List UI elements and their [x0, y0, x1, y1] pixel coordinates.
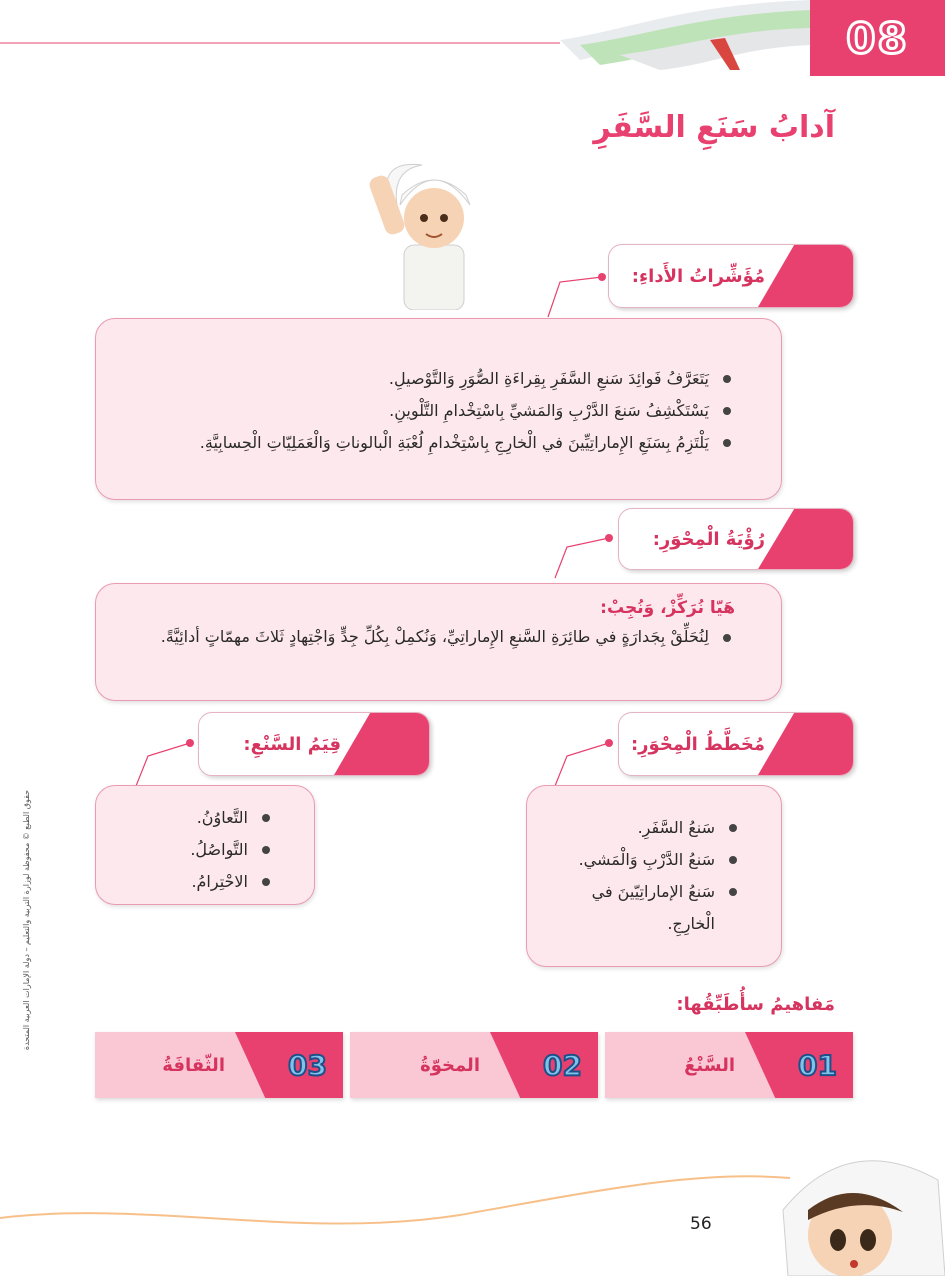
boy-illustration	[362, 150, 502, 310]
list-item: التَّواصُلُ.	[106, 834, 274, 866]
concept-number: 03	[288, 1048, 327, 1082]
values-label: قِيَمُ السَّنْعِ:	[243, 733, 341, 755]
list-item: يَسْتَكْشِفُ سَنعَ الدَّرْبِ وَالمَشيِّ بِاسْتِخْدامِ التَّلْوينِ.	[116, 395, 735, 427]
vision-label: رُؤْيَةُ الْمِحْوَرِ:	[652, 528, 765, 550]
plan-connector	[545, 738, 617, 788]
indicators-tag	[608, 244, 854, 308]
page-title: آدابُ سَنَعِ السَّفَرِ	[593, 110, 835, 145]
concept-word: الثّقافَةُ	[162, 1054, 225, 1076]
tag-flap	[758, 509, 853, 569]
boy-peeking-illustration	[768, 1140, 945, 1276]
concept-number: 01	[798, 1048, 837, 1082]
list-item: الاحْتِرامُ.	[106, 866, 274, 898]
concept-number: 02	[543, 1048, 582, 1082]
vision-tag	[618, 508, 854, 570]
lesson-number: 08	[846, 13, 909, 63]
concepts-title: مَفاهيمُ سأُطَبِّقُها:	[676, 994, 835, 1015]
values-tag	[198, 712, 430, 776]
tag-flap	[758, 245, 853, 307]
plan-tag	[618, 712, 854, 776]
copyright-note: حقوق الطبع © محفوظة لوزارة التربية والتعليم – دولة الإمارات العربية المتحدة	[22, 789, 31, 1051]
concept-card	[95, 1032, 343, 1098]
list-item: يَلْتَزِمُ بِسَنَعِ الإِماراتِيِّينَ في الْخارِجِ بِاسْتِخْدامِ لُعْبَةِ الْبالوناتِ وَالْعَمَلِيّاتِ الْحِسابِيَّةِ.	[116, 427, 735, 459]
indicators-label: مُؤَشِّراتُ الأَداءِ:	[631, 265, 765, 287]
footer-wave	[0, 1160, 790, 1240]
lesson-number-badge	[810, 0, 945, 76]
indicators-panel	[95, 318, 782, 500]
list-item: سَنعُ الإماراتِيّينَ في الْخارِجِ.	[541, 876, 741, 940]
header-divider	[0, 42, 560, 44]
vision-subhead: هَيّا نُرَكِّزْ، وَنُجِبْ:	[600, 598, 735, 618]
tag-flap	[758, 713, 853, 775]
list-item: لِنُحَلِّقْ بِجَدارَةٍ في طائِرَةِ السَّنعِ الإِماراتِيِّ، وَنُكمِلْ بِكُلِّ جِدٍّ وَاجْتِهادٍ ثَلاثَ مهمّاتٍ أدائِيَّةً.	[116, 622, 735, 652]
vision-panel	[95, 583, 782, 701]
vision-connector	[545, 533, 617, 583]
indicators-connector	[530, 272, 610, 322]
tag-flap	[334, 713, 429, 775]
list-item: يَتَعَرَّفُ فَوائِدَ سَنعِ السَّفَرِ بِقِراءَةِ الصُّوَرِ وَالتَّوْصيلِ.	[116, 363, 735, 395]
vision-list	[116, 622, 735, 652]
plan-list	[527, 786, 781, 940]
values-connector	[126, 738, 198, 788]
concept-card	[605, 1032, 853, 1098]
concept-card	[350, 1032, 598, 1098]
vision-content	[96, 584, 781, 652]
list-item: سَنعُ الدَّرْبِ وَالْمَشي.	[541, 844, 741, 876]
values-panel	[95, 785, 315, 905]
plan-panel	[526, 785, 782, 967]
values-list	[96, 786, 314, 898]
page-number: 56	[690, 1214, 712, 1234]
concept-word: المخوّةُ	[420, 1054, 480, 1076]
list-item: سَنعُ السَّفَرِ.	[541, 812, 741, 844]
list-item: التَّعاوُنُ.	[106, 802, 274, 834]
concept-word: السَّنْعُ	[684, 1054, 735, 1076]
indicators-list	[96, 319, 781, 459]
uae-flag-decoration	[560, 0, 810, 70]
plan-label: مُخَطَّطُ الْمِحْوَرِ:	[630, 733, 765, 755]
